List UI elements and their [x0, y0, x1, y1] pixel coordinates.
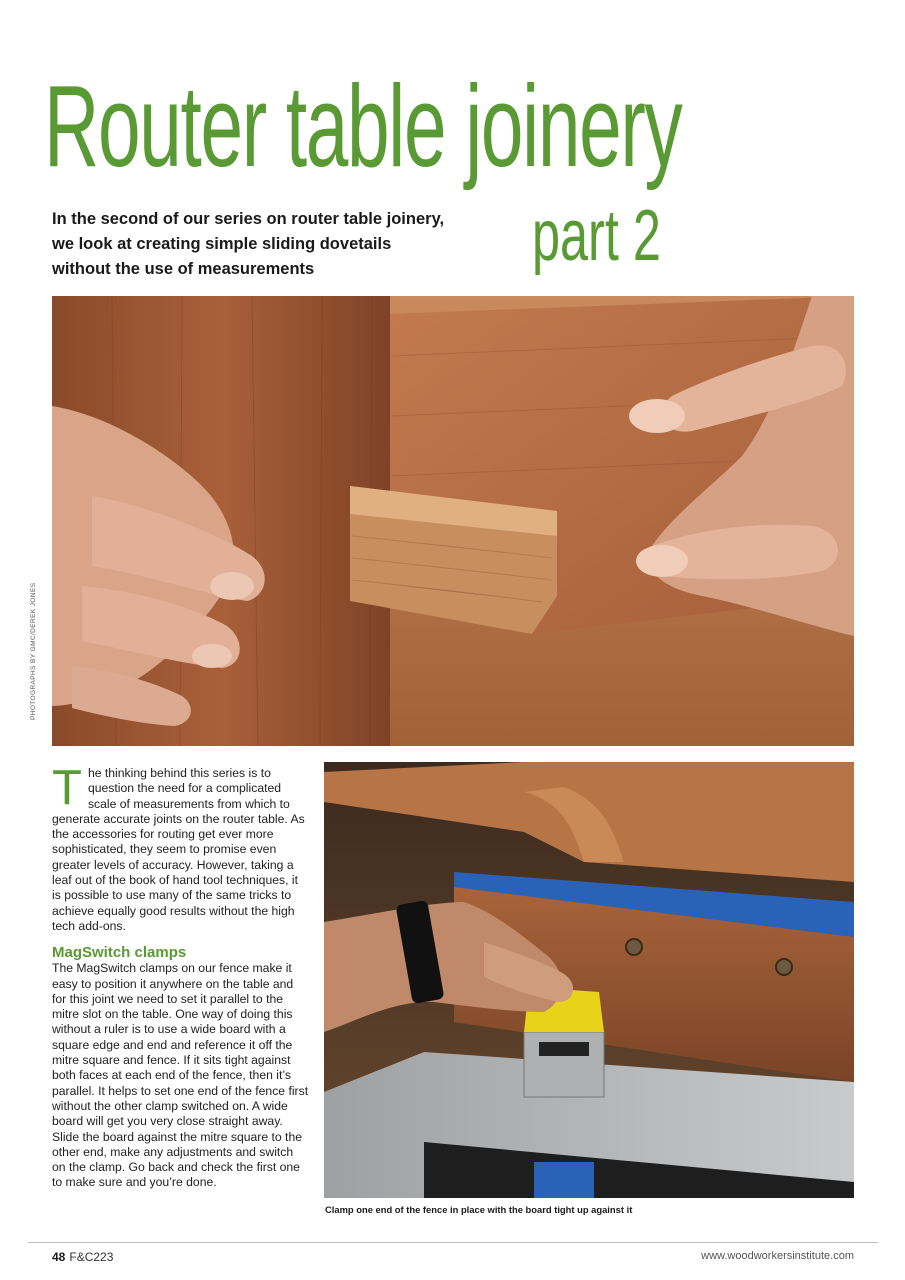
- clamp-photo: [324, 762, 854, 1198]
- footer-left: [52, 1250, 113, 1264]
- website-link[interactable]: www.woodworkersinstitute.com: [701, 1250, 854, 1262]
- standfirst: In the second of our series on router table joinery, we look at creating simple sliding dovetails without the use of measurements: [52, 210, 445, 278]
- section-paragraph: The MagSwitch clamps on our fence make it easy to position it anywhere on the table and for this joint we need to set it parallel to the mitre slot on the table. One way of doing this without a ruler is to use a wide board with a square edge and end and reference it off the mitre square and fence. If it sits tight against both faces at each end of the fence, then it’s parallel. It helps to set one end of the fence first without the other clamp switched on. A wide board will get you very close straight away. Slide the board against the mitre square to the other end, make any adjustments and switch on the clamp. Go back and check the first one to make sure and you’re done.: [52, 961, 309, 1190]
- intro-paragraph: [52, 761, 310, 934]
- drop-cap: T: [52, 761, 82, 815]
- page-number: 48: [52, 1250, 66, 1264]
- footer-divider: [28, 1242, 878, 1243]
- intro-text: he thinking behind this series is to question the need for a complicated scale of measurements from which to generate accurate joints on the router table. As the accessories for routing get ever more sophisticated, they seem to promise even greater levels of accuracy. However, taking a leaf out of the book of hand tool techniques, it is possible to use many of the same tricks to achieve equally good results without the high tech add-ons.: [52, 766, 305, 933]
- title-suffix: part 2: [532, 196, 661, 276]
- issue-label: F&C223: [69, 1250, 114, 1264]
- photo-credit: PHOTOGRAPHS BY GMC/DEREK JONES: [30, 582, 37, 720]
- article-title: Router table joinery: [44, 61, 682, 191]
- main-photo-illustration: [52, 296, 854, 746]
- main-photo-sliding-dovetail: [52, 296, 854, 746]
- body-column: [52, 761, 310, 1191]
- clamp-photo-illustration: [324, 762, 854, 1198]
- photo-caption: Clamp one end of the fence in place with the board tight up against it: [325, 1204, 633, 1215]
- section-heading: MagSwitch clamps: [52, 944, 187, 962]
